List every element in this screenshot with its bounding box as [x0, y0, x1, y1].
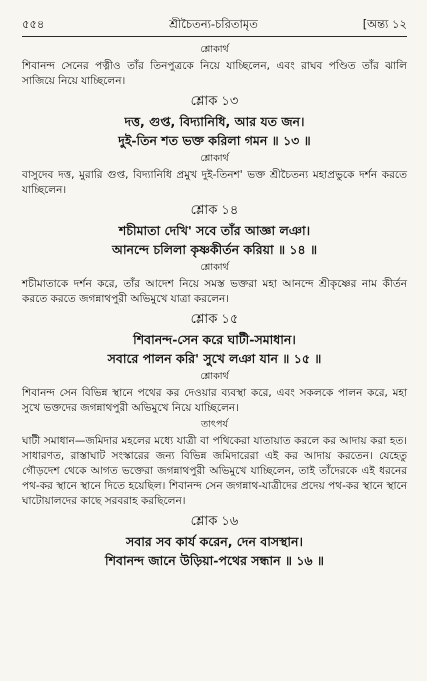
verse-number: শ্লোক ১৪ — [190, 203, 239, 218]
verse-number: শ্লোক ১৬ — [190, 514, 239, 529]
translation-label: শ্লোকার্থ — [200, 153, 229, 164]
verse-number: শ্লোক ১৩ — [190, 94, 239, 109]
verse-text — [22, 221, 407, 259]
translation-text: শচীমাতাকে দর্শন করে, তাঁর আদেশ নিয়ে সমস্ত ভক্তরা মহা আনন্দে শ্রীকৃষ্ণের নাম কীর্তন করতে করতে জগন্নাথপুরী অভিমুখে যাত্রা করলেন। — [22, 278, 407, 305]
verse-line: শচীমাতা দেখি' সবে তাঁর আজ্ঞা লঞা। — [118, 223, 311, 238]
verse-text — [22, 532, 407, 570]
verse-line: শিবানন্দ-সেন করে ঘাটী-সমাধান। — [133, 332, 296, 347]
verse-text — [22, 112, 407, 150]
translation-text: শিবানন্দ সেনের পত্নীও তাঁর তিনপুত্রকে নিয়ে যাচ্ছিলেন, এবং রাঘব পণ্ডিত তাঁর ঝালি সাজিয়ে নিয়ে যাচ্ছিলেন। — [22, 60, 407, 87]
translation-text: বাসুদেব দত্ত, মুরারি গুপ্ত, বিদ্যানিধি প্রমুখ দুই-তিনশ' ভক্ত শ্রীচৈতন্য মহাপ্রভুকে দর্শন করতে যাচ্ছিলেন। — [22, 169, 407, 196]
page-number: ৫৫৪ — [22, 17, 45, 31]
verse-line: দুই-তিন শত ভক্ত করিলা গমন ॥ ১৩ ॥ — [118, 133, 311, 148]
purport-label: তাৎপর্য — [201, 419, 228, 430]
verse-line: আনন্দে চলিলা কৃষ্ণকীর্তন করিয়া ॥ ১৪ ॥ — [111, 242, 318, 257]
translation-label: শ্লোকার্থ — [200, 262, 229, 273]
verse-line: শিবানন্দ জানে উড়িয়া-পথের সন্ধান ॥ ১৬ ॥ — [105, 553, 324, 568]
verse-text — [22, 330, 407, 368]
book-title: শ্রীচৈতন্য-চরিতামৃত — [169, 17, 258, 31]
verse-number: শ্লোক ১৫ — [190, 312, 239, 327]
purport-text: ঘাটী সমাধান—জমিদার মহলের মধ্যে যাত্রী বা পথিকেরা যাতায়াত করলে কর আদায় করা হত। সাধারণত, রাস্তাঘাট সংস্কারের জন্য বিভিন্ন জমিদারেরা এই কর আদায় করতেন। যেহেতু গৌড়দেশ থেকে আগত ভক্তেরা জগন্নাথপুরী অভিমুখে যাচ্ছিলেন, তাই তাঁদেরকে এই ধরনের পথ-কর স্থানে স্থানে দিতে হয়েছিল। শিবানন্দ সেন জগন্নাথ-যাত্রীদের প্রদেয় পথ-কর স্থানে স্থানে ঘাটোয়ালদের কাছে সরবরাহ করছিলেন। — [22, 435, 407, 507]
verse-line: দত্ত, গুপ্ত, বিদ্যানিধি, আর যত জন। — [124, 114, 305, 129]
chapter-marker: [অন্ত্য ১২ — [362, 17, 407, 31]
header-rule — [22, 36, 407, 37]
verse-line: সবারে পালন করি' সুখে লঞা যান ॥ ১৫ ॥ — [107, 351, 322, 366]
translation-label: শ্লোকার্থ — [200, 44, 229, 55]
translation-label: শ্লোকার্থ — [200, 371, 229, 382]
verse-line: সবার সব কার্য করেন, দেন বাসস্থান। — [126, 534, 303, 549]
translation-text: শিবানন্দ সেন বিভিন্ন স্থানে পথের কর দেওয়ার ব্যবস্থা করে, এবং সকলকে পালন করে, মহা সুখে ভক্তদের জগন্নাথপুরী অভিমুখে নিয়ে যাচ্ছিলেন। — [22, 387, 407, 414]
